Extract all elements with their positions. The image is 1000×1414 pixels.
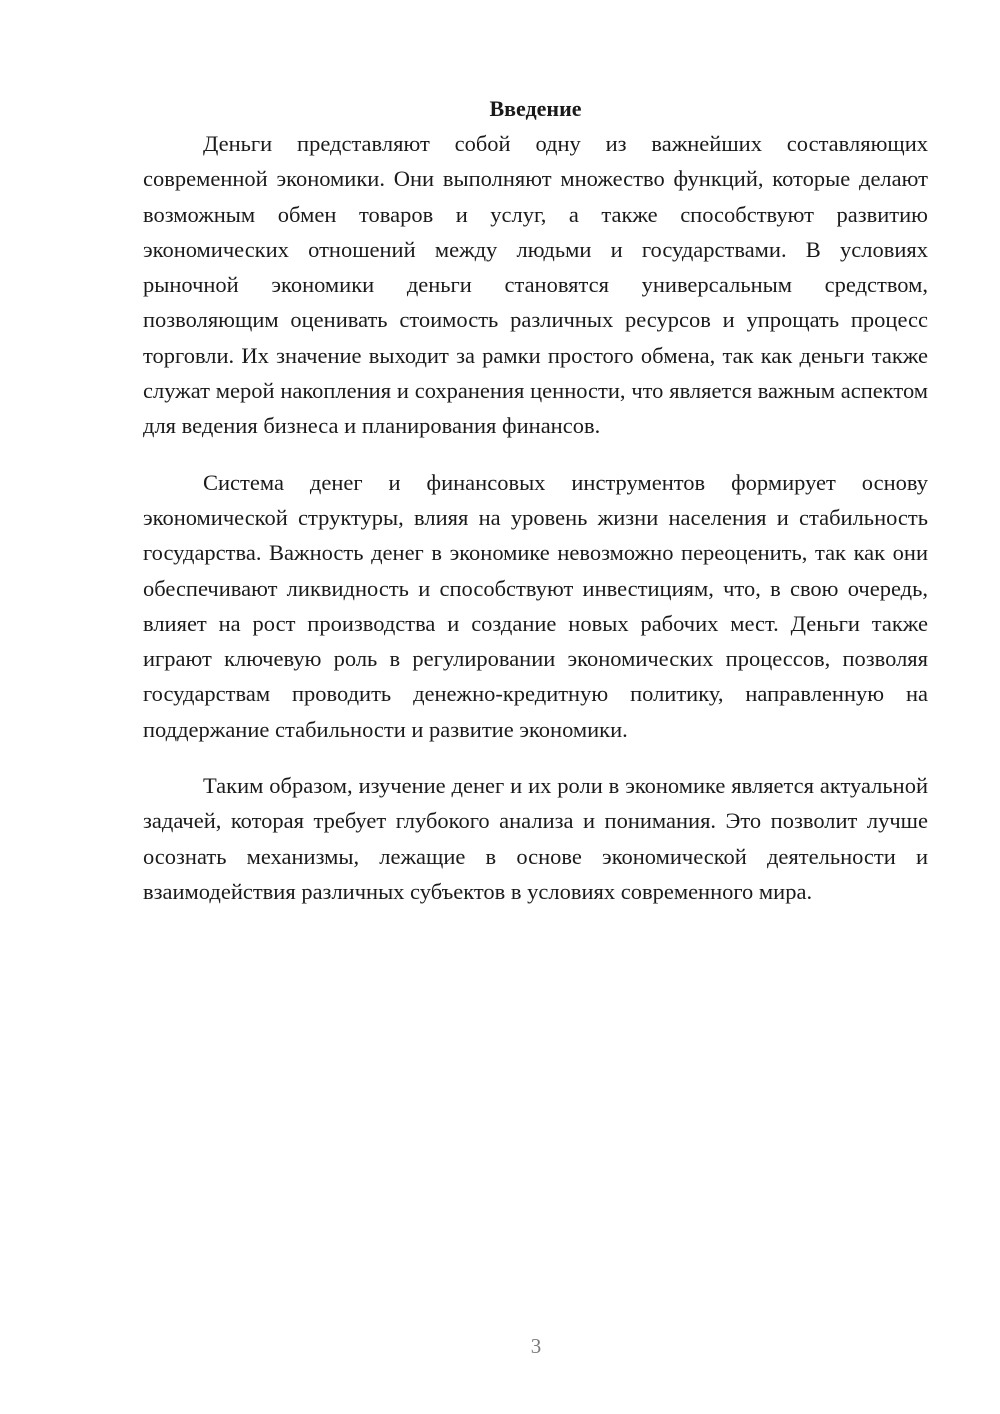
paragraph-1: Деньги представляют собой одну из важнейших составляющих современной экономики. Они выполняют множество функций, которые делают возможным обмен товаров и услуг, а также способствуют развитию экономических отношений между людьми и государствами. В условиях рыночной экономики деньги становятся универсальным средством, позволяющим оценивать стоимость различных ресурсов и упрощать процесс торговли. Их значение выходит за рамки простого обмена, так как деньги также служат мерой накопления и сохранения ценности, что является важным аспектом для ведения бизнеса и планирования финансов. <box>143 131 928 439</box>
paragraph-3: Таким образом, изучение денег и их роли в экономике является актуальной задачей, которая требует глубокого анализа и понимания. Это позволит лучше осознать механизмы, лежащие в основе экономической деятельности и взаимодействия различных субъектов в условиях современного мира. <box>143 773 928 904</box>
page-number: 3 <box>530 1334 542 1358</box>
page-content <box>143 92 928 930</box>
section-title: Введение <box>489 96 582 121</box>
paragraph-2: Система денег и финансовых инструментов формирует основу экономической структуры, влияя на уровень жизни населения и стабильность государства. Важность денег в экономике невозможно переоценить, так как они обеспечивают ликвидность и способствуют инвестициям, что, в свою очередь, влияет на рост производства и создание новых рабочих мест. Деньги также играют ключевую роль в регулировании экономических процессов, позволяя государствам проводить денежно-кредитную политику, направленную на поддержание стабильности и развитие экономики. <box>143 469 928 742</box>
